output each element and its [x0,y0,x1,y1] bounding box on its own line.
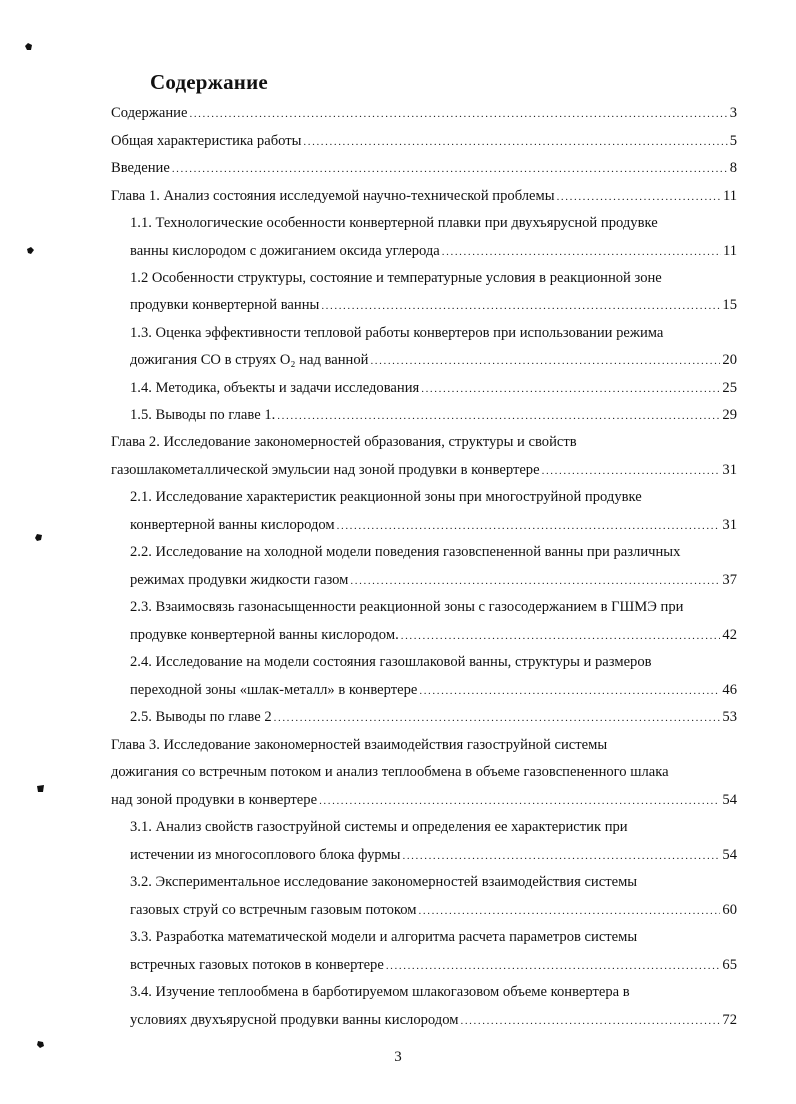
toc-entry[interactable] [130,955,737,975]
toc-entry[interactable] [130,680,737,700]
toc-entry-text: Введение [111,160,170,176]
dot-leader [321,296,720,316]
toc-entry-page: 60 [722,902,737,918]
dot-leader [172,159,728,179]
toc-entry[interactable] [130,845,737,865]
toc-entry-page: 42 [722,627,737,643]
toc-entry-text: истечении из многосоплового блока фурмы [130,847,401,863]
toc-entry-line-1[interactable]: Глава 3. Исследование закономерностей взаимодействия газоструйной системы [111,737,608,753]
toc-entry-page: 54 [722,792,737,808]
toc-entry[interactable] [130,570,737,590]
toc-entry[interactable] [130,1010,737,1030]
dot-leader [557,187,721,207]
toc-entry[interactable] [130,625,737,645]
toc-entry-line-1[interactable]: 2.3. Взаимосвязь газонасыщенности реакционной зоны с газосодержанием в ГШМЭ при [130,599,684,615]
toc-entry-page: 72 [722,1012,737,1028]
toc-entry-page: 3 [729,105,737,121]
toc-entry[interactable] [130,295,737,315]
toc-entry-text: 1.4. Методика, объекты и задачи исследования [130,380,420,396]
toc-entry-page: 65 [722,957,737,973]
toc-entry-page: 46 [722,682,737,698]
dot-leader [274,708,721,728]
dot-leader [386,956,721,976]
toc-entry-line-1[interactable]: 3.1. Анализ свойств газоструйной системы и определения ее характеристик при [130,819,628,835]
toc-entry[interactable] [111,158,737,178]
toc-entry-line-1[interactable]: 2.2. Исследование на холодной модели поведения газовспененной ванны при различных [130,544,681,560]
toc-entry-page: 15 [722,297,737,313]
dot-leader [337,516,721,536]
dot-leader [401,626,721,646]
dot-leader [419,681,720,701]
dot-leader [421,379,720,399]
toc-entry-text: встречных газовых потоков в конвертере [130,957,384,973]
toc-entry-line-1[interactable]: 2.1. Исследование характеристик реакционной зоны при многоструйной продувке [130,489,642,505]
toc-entry-text: Глава 1. Анализ состояния исследуемой научно-технической проблемы [111,188,555,204]
page-title: Содержание [150,70,268,94]
toc-entry-line-1[interactable]: 3.2. Экспериментальное исследование закономерностей взаимодействия системы [130,874,638,890]
page-number: 3 [394,1049,402,1065]
toc-entry-text: переходной зоны «шлак-металл» в конвертере [130,682,418,698]
dot-leader [442,242,721,262]
toc-entry[interactable] [111,460,737,480]
toc-entry-text: конвертерной ванны кислородом [130,517,335,533]
toc-entry-text: газовых струй со встречным газовым потоком [130,902,417,918]
toc-entry-text: 1.5. Выводы по главе 1. [130,407,276,423]
toc-entry[interactable] [111,131,737,151]
dot-leader [370,351,720,371]
toc-entry-text: продувке конвертерной ванны кислородом. [130,627,399,643]
toc-entry-line-1[interactable]: Глава 2. Исследование закономерностей образования, структуры и свойств [111,434,577,450]
dot-leader [277,406,720,426]
toc-entry-page: 29 [722,407,737,423]
toc-entry-line-1[interactable]: 1.1. Технологические особенности конвертерной плавки при двухъярусной продувке [130,215,658,231]
toc-entry[interactable] [111,790,737,810]
toc-entry-page: 31 [722,517,737,533]
toc-entry-text: ванны кислородом с дожиганием оксида углерода [130,243,440,259]
toc-entry-text: газошлакометаллической эмульсии над зоной продувки в конвертере [111,462,540,478]
toc-entry[interactable] [130,350,737,370]
dot-leader [189,104,727,124]
toc-entry[interactable] [130,707,737,727]
toc-entry-page: 54 [722,847,737,863]
toc-entry-page: 11 [722,243,737,259]
toc-entry-page: 25 [722,380,737,396]
toc-entry-page: 11 [722,188,737,204]
toc-entry-text: продувки конвертерной ванны [130,297,320,313]
toc-entry-page: 53 [722,709,737,725]
toc-entry-line-1[interactable]: 1.2 Особенности структуры, состояние и температурные условия в реакционной зоне [130,270,662,286]
dot-leader [402,846,720,866]
toc-entry-text: режимах продувки жидкости газом [130,572,349,588]
toc-entry-text: дожигания CO в струях O₂ над ванной [130,352,369,368]
dot-leader [460,1011,720,1031]
toc-entry-page: 5 [729,133,737,149]
toc-entry-text: 2.5. Выводы по главе 2 [130,709,272,725]
toc-entry[interactable] [111,103,737,123]
toc-entry-page: 37 [722,572,737,588]
toc-entry-page: 31 [722,462,737,478]
toc-entry[interactable] [130,515,737,535]
dot-leader [319,791,720,811]
toc-entry[interactable] [130,405,737,425]
toc-entry-text: условиях двухъярусной продувки ванны кислородом [130,1012,459,1028]
toc-entry[interactable] [130,378,737,398]
toc-entry-page: 20 [722,352,737,368]
toc-entry[interactable] [130,241,737,261]
toc-entry[interactable] [111,186,737,206]
toc-entry-page: 8 [729,160,737,176]
toc-entry-text: над зоной продувки в конвертере [111,792,318,808]
toc-entry-text: Общая характеристика работы [111,133,302,149]
dot-leader [419,901,721,921]
toc-entry-line-2[interactable]: дожигания со встречным потоком и анализ теплообмена в объеме газовспененного шлака [111,764,669,780]
toc-entry-line-1[interactable]: 3.3. Разработка математической модели и алгоритма расчета параметров системы [130,929,638,945]
toc-entry-text: Содержание [111,105,188,121]
toc-entry-line-1[interactable]: 2.4. Исследование на модели состояния газошлаковой ванны, структуры и размеров [130,654,652,670]
dot-leader [350,571,720,591]
toc-entry-line-1[interactable]: 1.3. Оценка эффективности тепловой работы конвертеров при использовании режима [130,325,664,341]
dot-leader [303,132,727,152]
toc-entry-line-1[interactable]: 3.4. Изучение теплообмена в барботируемом шлакогазовом объеме конвертера в [130,984,630,1000]
toc-entry[interactable] [130,900,737,920]
dot-leader [542,461,721,481]
